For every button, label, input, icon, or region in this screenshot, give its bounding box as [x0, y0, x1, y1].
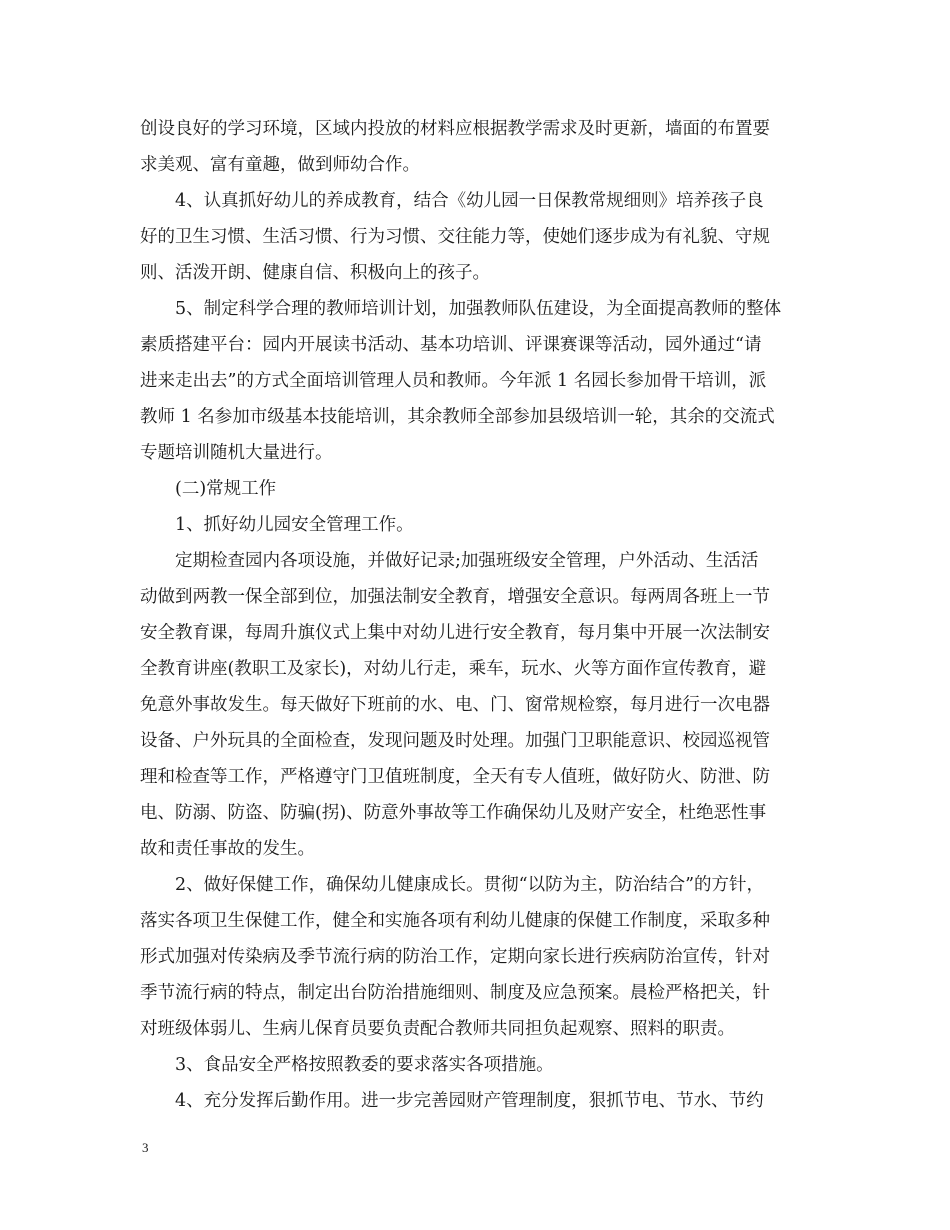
text-line: 免意外事故发生。每天做好下班前的水、电、门、窗常规检察，每月进行一次电器 — [140, 695, 770, 715]
text-line: 理和检查等工作，严格遵守门卫值班制度，全天有专人值班，做好防火、防泄、防 — [140, 767, 770, 787]
text-line: 全教育讲座(教职工及家长)，对幼儿行走，乘车，玩水、火等方面作宣传教育，避 — [140, 659, 767, 679]
text-line: 故和责任事故的发生。 — [140, 839, 315, 859]
text-line: 好的卫生习惯、生活习惯、行为习惯、交往能力等，使她们逐步成为有礼貌、守规 — [140, 227, 770, 247]
text-line: 求美观、富有童趣，做到师幼合作。 — [140, 155, 420, 175]
text-line: 设备、户外玩具的全面检查，发现问题及时处理。加强门卫职能意识、校园巡视管 — [140, 731, 770, 751]
text-line: 则、活泼开朗、健康自信、积极向上的孩子。 — [140, 263, 490, 283]
text-line: 4、充分发挥后勤作用。进一步完善园财产管理制度，狠抓节电、节水、节约 — [175, 1091, 764, 1111]
text-line: 教师 1 名参加市级基本技能培训，其余教师全部参加县级培训一轮，其余的交流式 — [140, 407, 775, 427]
text-line: 素质搭建平台：园内开展读书活动、基本功培训、评课赛课等活动，园外通过“请 — [140, 335, 762, 355]
document-body — [140, 111, 815, 1119]
text-line: 动做到两教一保全部到位，加强法制安全教育，增强安全意识。每两周各班上一节 — [140, 587, 770, 607]
text-line: 1、抓好幼儿园安全管理工作。 — [175, 515, 414, 535]
text-line: 安全教育课，每周升旗仪式上集中对幼儿进行安全教育，每月集中开展一次法制安 — [140, 623, 770, 643]
text-line: (二)常规工作 — [175, 479, 277, 499]
text-line: 定期检查园内各项设施，并做好记录;加强班级安全管理，户外活动、生活活 — [175, 551, 759, 571]
text-line: 2、做好保健工作，确保幼儿健康成长。贯彻“以防为主，防治结合”的方针， — [175, 875, 765, 895]
text-line: 专题培训随机大量进行。 — [140, 443, 333, 463]
text-line: 落实各项卫生保健工作，健全和实施各项有利幼儿健康的保健工作制度，采取多种 — [140, 911, 770, 931]
text-line: 对班级体弱儿、生病儿保育员要负责配合教师共同担负起观察、照料的职责。 — [140, 1019, 735, 1039]
text-line: 4、认真抓好幼儿的养成教育，结合《幼儿园一日保教常规细则》培养孩子良 — [175, 191, 764, 211]
text-line: 电、防溺、防盗、防骗(拐)、防意外事故等工作确保幼儿及财产安全，杜绝恶性事 — [140, 803, 767, 823]
text-line: 3、食品安全严格按照教委的要求落实各项措施。 — [175, 1055, 554, 1075]
text-line: 形式加强对传染病及季节流行病的防治工作，定期向家长进行疾病防治宣传，针对 — [140, 947, 770, 967]
text-line: 创设良好的学习环境，区域内投放的材料应根据教学需求及时更新，墙面的布置要 — [140, 119, 770, 139]
page-number: 3 — [142, 1140, 149, 1155]
text-line: 季节流行病的特点，制定出台防治措施细则、制度及应急预案。晨检严格把关，针 — [140, 983, 770, 1003]
text-line: 5、制定科学合理的教师培训计划，加强教师队伍建设，为全面提高教师的整体 — [175, 299, 782, 319]
text-line: 进来走出去”的方式全面培训管理人员和教师。今年派 1 名园长参加骨干培训，派 — [140, 371, 767, 391]
